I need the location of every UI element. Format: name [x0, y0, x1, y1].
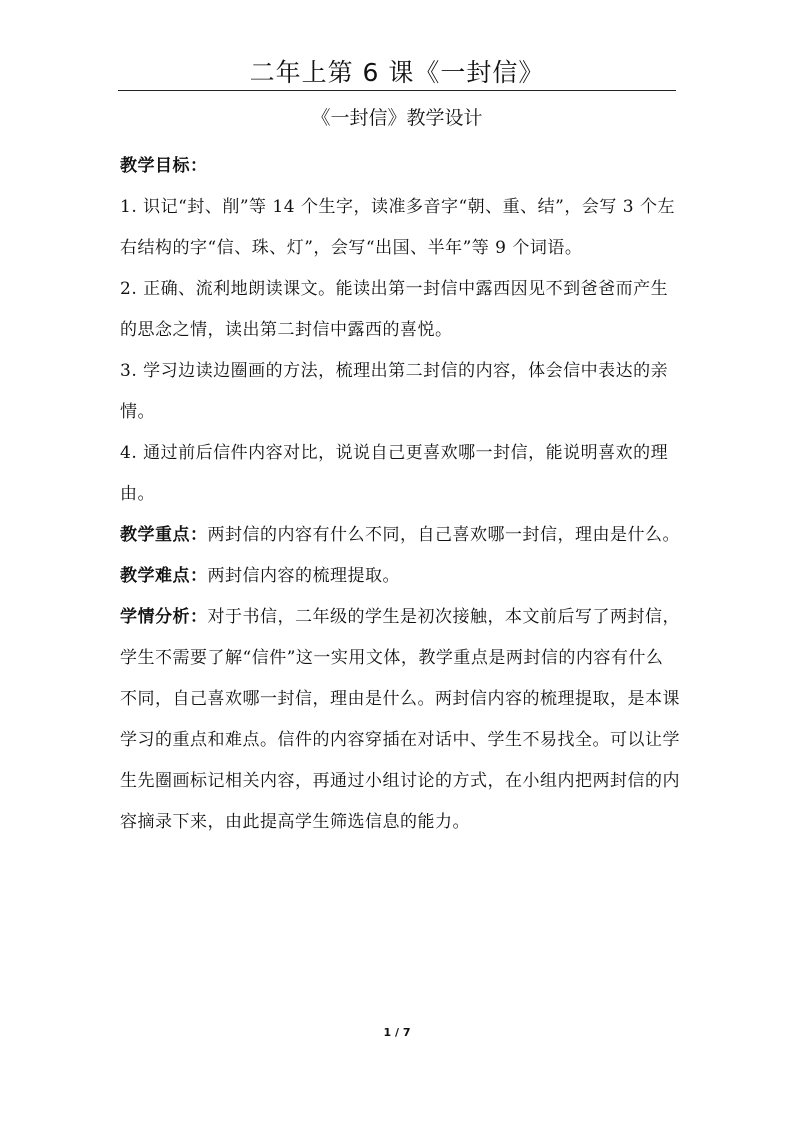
analysis-label: 学情分析： [120, 607, 208, 627]
analysis-text: 对于书信，二年级的学生是初次接触，本文前后写了两封信，学生不需要了解“信件”这一实用文体，教学重点是两封信的内容有什么不同，自己喜欢哪一封信，理由是什么。两封信内容的梳理提取，是本课学习的重点和难点。信件的内容穿插在对话中、学生不易找全。可以让学生先圈画标记相关内容，再通过小组讨论的方式，在小组内把两封信的内容摘录下来，由此提高学生筛选信息的能力。 [120, 607, 680, 832]
objective-item: 1. 识记“封、削”等 14 个生字，读准多音字“朝、重、结”，会写 3 个左右结构的字“信、珠、灯”，会写“出国、半年”等 9 个词语。 [120, 197, 675, 258]
objectives-heading: 教学目标： [120, 156, 208, 176]
analysis-paragraph [120, 597, 680, 843]
document-body [120, 146, 680, 843]
difficulty-text: 两封信内容的梳理提取。 [207, 566, 400, 586]
objective-item: 2. 正确、流利地朗读课文。能读出第一封信中露西因见不到爸爸而产生的思念之情，读出第二封信中露西的喜悦。 [120, 279, 669, 340]
key-point-label: 教学重点： [120, 525, 208, 545]
objective-item: 3. 学习边读边圈画的方法，梳理出第二封信的内容，体会信中表达的亲情。 [120, 361, 669, 422]
difficulty-paragraph [120, 556, 680, 597]
objective-item: 4. 通过前后信件内容对比，说说自己更喜欢哪一封信，能说明喜欢的理由。 [120, 443, 669, 504]
header-title: 二年上第 6 课《一封信》 [249, 58, 545, 87]
header-divider [118, 90, 676, 91]
page-number: 1 / 7 [383, 1026, 411, 1039]
document-title: 《一封信》教学设计 [311, 107, 483, 129]
difficulty-label: 教学难点： [120, 566, 208, 586]
key-point-paragraph [120, 515, 680, 556]
key-point-text: 两封信的内容有什么不同，自己喜欢哪一封信，理由是什么。 [207, 525, 680, 545]
